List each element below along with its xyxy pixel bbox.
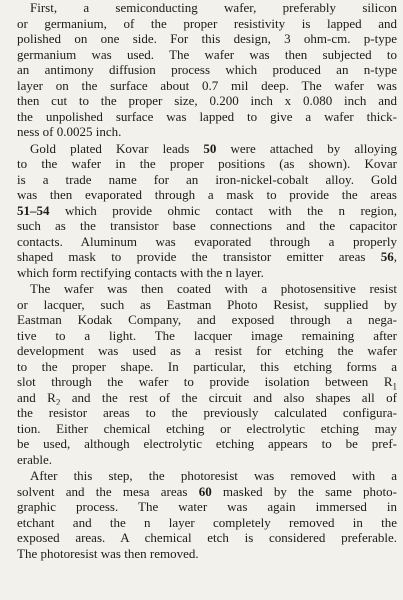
reference-number: 60 (198, 483, 212, 499)
page-edge (0, 594, 403, 600)
text-line: was then evaporated through a mask to provide the areas (17, 187, 397, 202)
text-line: Gold plated Kovar leads 50 were attached by alloying (30, 140, 397, 156)
paragraph-photoresist-etching (4, 281, 397, 467)
text-line: be used, although electrolytic etching appears to be pref- (17, 436, 397, 451)
text-line: development was used as a resist for etching the wafer (17, 343, 397, 358)
text-line: shaped mask to provide the transistor emitter areas 56, (17, 249, 397, 264)
text-line: The wafer was then coated with a photosensitive resist (30, 281, 397, 296)
text-line: tive to a light. The lacquer image remaining after (17, 327, 397, 343)
text-line: slot through the wafer to provide isolation between $R_1$ (4, 374, 397, 390)
paragraph-leads-and-contacts (4, 141, 397, 281)
text-line: contacts. Aluminum was evaporated through a properly (17, 233, 397, 249)
text-line: is a trade name for an iron-nickel-cobalt alloy. Gold (17, 171, 397, 187)
text-line: exposed areas. A chemical etch is considered preferable. (17, 530, 397, 545)
subscript: 2 (55, 397, 61, 405)
text-line: the resistor areas to the previously calculated configura- (17, 405, 397, 420)
text-line: After this step, the photoresist was removed with a (30, 468, 397, 483)
text-line: etchant and the n layer completely removed in the (17, 514, 397, 530)
text-line: to the proper shape. In particular, this etching forms a (17, 358, 397, 374)
subscript: 1 (392, 381, 397, 390)
reference-number: 50 (203, 140, 217, 156)
text-line: ness of 0.0025 inch. (17, 124, 122, 139)
reference-number: 51–54 (17, 202, 50, 218)
text-line: 51–54 which provide ohmic contact with the n region, (17, 202, 397, 218)
reference-number: 56 (380, 249, 394, 264)
text-line: tion. Either chemical etching or electrolytic etching may (17, 420, 397, 436)
text-line: then cut to the proper size, 0.200 inch x 0.080 inch and (17, 93, 397, 108)
paragraph-mesa-etching (4, 468, 397, 561)
text-line: polished on one side. For this design, 3 ohm-cm. p-type (17, 31, 397, 46)
text-line: which form rectifying contacts with the n layer. (17, 264, 264, 280)
text-line: erable. (17, 451, 53, 467)
text-line: to the wafer in the proper positions (as shown). Kovar (17, 156, 397, 171)
text-line: the unpolished surface was lapped to give a wafer thick- (17, 108, 397, 124)
text-line: or lacquer, such as Eastman Photo Resist, supplied by (17, 296, 397, 312)
text-line: such as the transistor base connections and the capacitor (17, 218, 397, 233)
text-line: an antimony diffusion process which produced an n-type (17, 62, 397, 77)
text-line: graphic process. The water was again immersed in (17, 499, 397, 514)
text-line: First, a semiconducting wafer, preferably silicon (30, 0, 397, 15)
text-line: Eastman Kodak Company, and exposed through a nega- (17, 312, 397, 327)
text-line: and $R_2$ and the rest of the circuit and also shapes all of (4, 390, 397, 406)
text-line: or germanium, of the proper resistivity is lapped and (17, 15, 397, 31)
paragraph-wafer-preparation (4, 0, 397, 140)
text-line: layer on the surface about 0.7 mil deep. The wafer was (17, 77, 397, 93)
text-line: germanium was used. The wafer was then subjected to (17, 46, 397, 62)
text-line: The photoresist was then removed. (17, 545, 199, 561)
text-line: solvent and the mesa areas 60 masked by the same photo- (17, 483, 397, 499)
